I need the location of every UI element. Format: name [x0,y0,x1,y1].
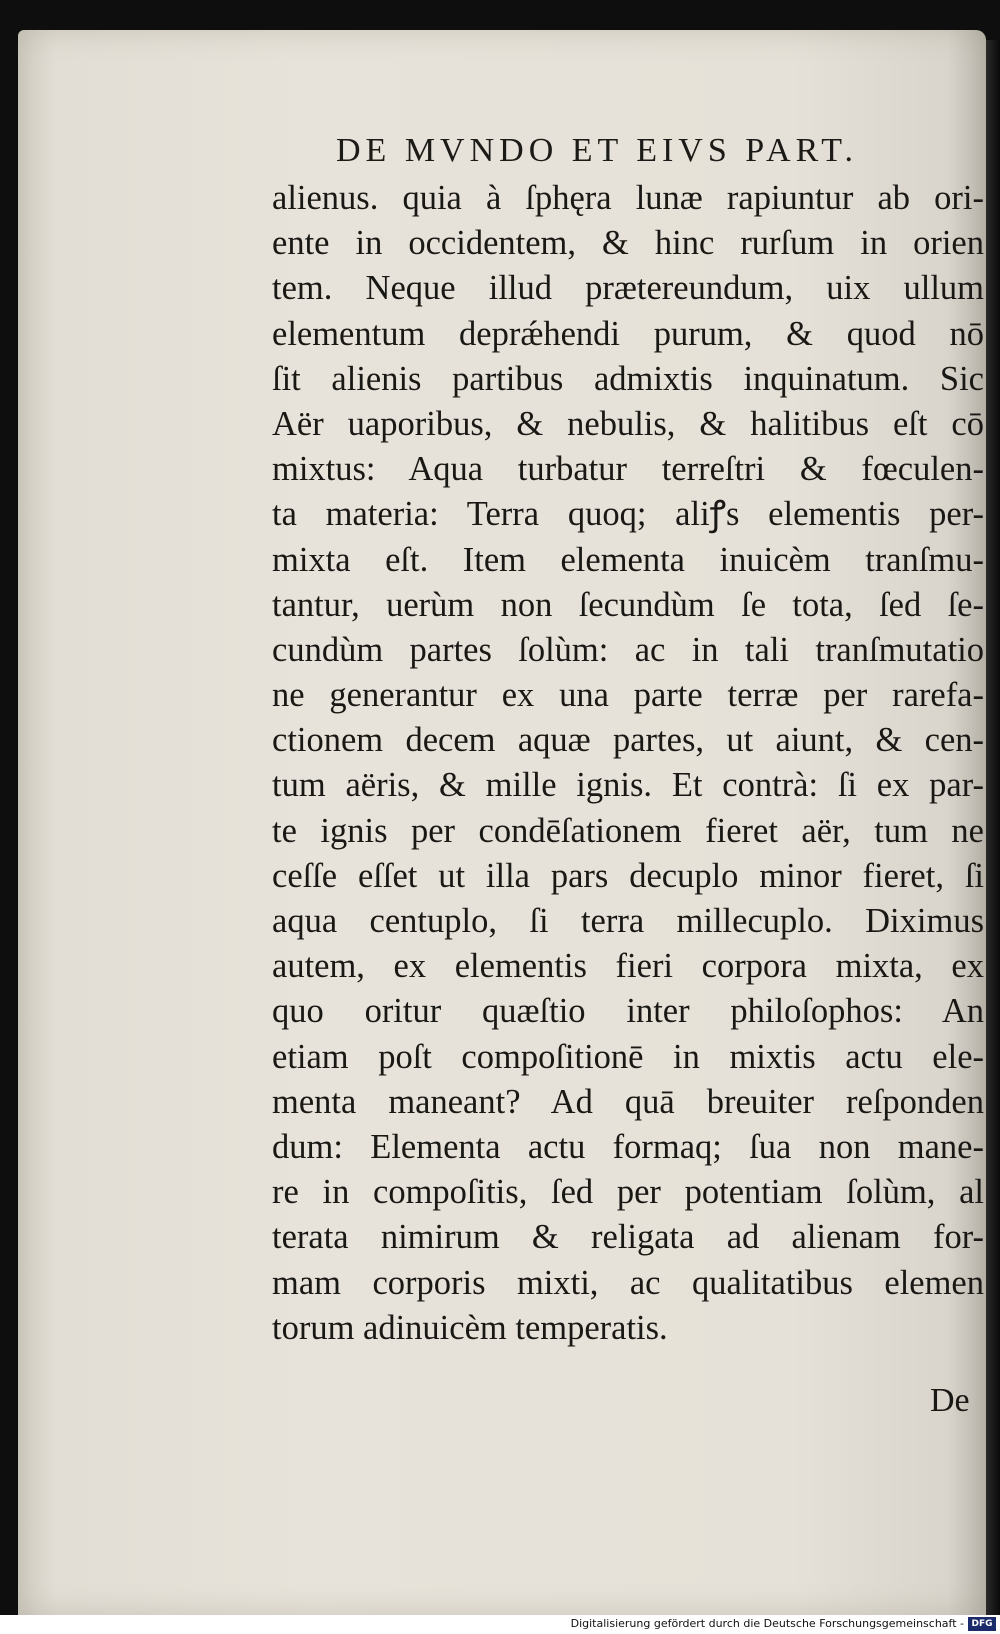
text-line: elementum deprǽhendi purum, & quod nō [272,314,984,353]
text-line: tum aëris, & mille ignis. Et contrà: ſi ex par- [272,766,984,805]
text-line: torum adinuicèm temperatis. [272,1308,668,1347]
text-line: aqua centuplo, ſi terra millecuplo. Diximus [272,902,984,940]
text-line: ta materia: Terra quoq; aliꝭs elementis per- [272,495,984,534]
text-line: mam corporis mixti, ac qualitatibus elemen [272,1263,984,1302]
footer [0,1615,1000,1634]
text-line: te ignis per condēſationem fieret aër, tum ne [272,811,984,850]
text-line: terata nimirum & religata ad alienam for- [272,1218,984,1257]
text-line: ne generantur ex una parte terræ per rarefa- [272,676,984,715]
text-line: alienus. quia à ſphęra lunæ rapiuntur ab ori- [272,179,984,217]
text-line: ente in occidentem, & hinc rurſum in orien [272,224,984,263]
text-line: ceſſe eſſet ut illa pars decuplo minor fieret, ſi [272,856,984,895]
text-line: mixta eſt. Item elementa inuicèm tranſmu- [272,540,984,579]
text-line: cundùm partes ſolùm: ac in tali tranſmutatio [272,630,984,669]
text-line: menta maneant? Ad quā breuiter reſponden [272,1082,984,1121]
digitization-credit: Digitalisierung gefördert durch die Deutsche Forschungsgemeinschaft - [570,1617,964,1630]
catchword: De [930,1382,970,1419]
dfg-logo-icon: DFG [968,1617,996,1631]
text-line: ctionem decem aquæ partes, ut aiunt, & cen- [272,721,984,760]
page-edge-shadow [986,40,1000,1615]
text-line: ſit alienis partibus admixtis inquinatum. Sic [272,359,984,398]
text-line: autem, ex elementis fieri corpora mixta, ex [272,947,984,986]
text-line: quo oritur quæſtio inter philoſophos: An [272,992,984,1031]
text-line: Aër uaporibus, & nebulis, & halitibus eſt cō [272,404,984,443]
text-line: tem. Neque illud prætereundum, uix ullum [272,269,984,308]
text-line: tantur, uerùm non ſecundùm ſe tota, ſed ſe- [272,585,984,624]
text-line: dum: Elementa actu formaq; ſua non mane- [272,1127,984,1166]
text-line: re in compoſitis, ſed per potentiam ſolùm, al [272,1173,984,1212]
running-head: DE MVNDO ET EIVS PART. [336,132,858,169]
body-text [272,176,984,1351]
book-page [18,30,986,1615]
text-line: etiam poſt compoſitionē in mixtis actu ele- [272,1037,984,1076]
text-line: mixtus: Aqua turbatur terreſtri & fœculen- [272,450,984,489]
